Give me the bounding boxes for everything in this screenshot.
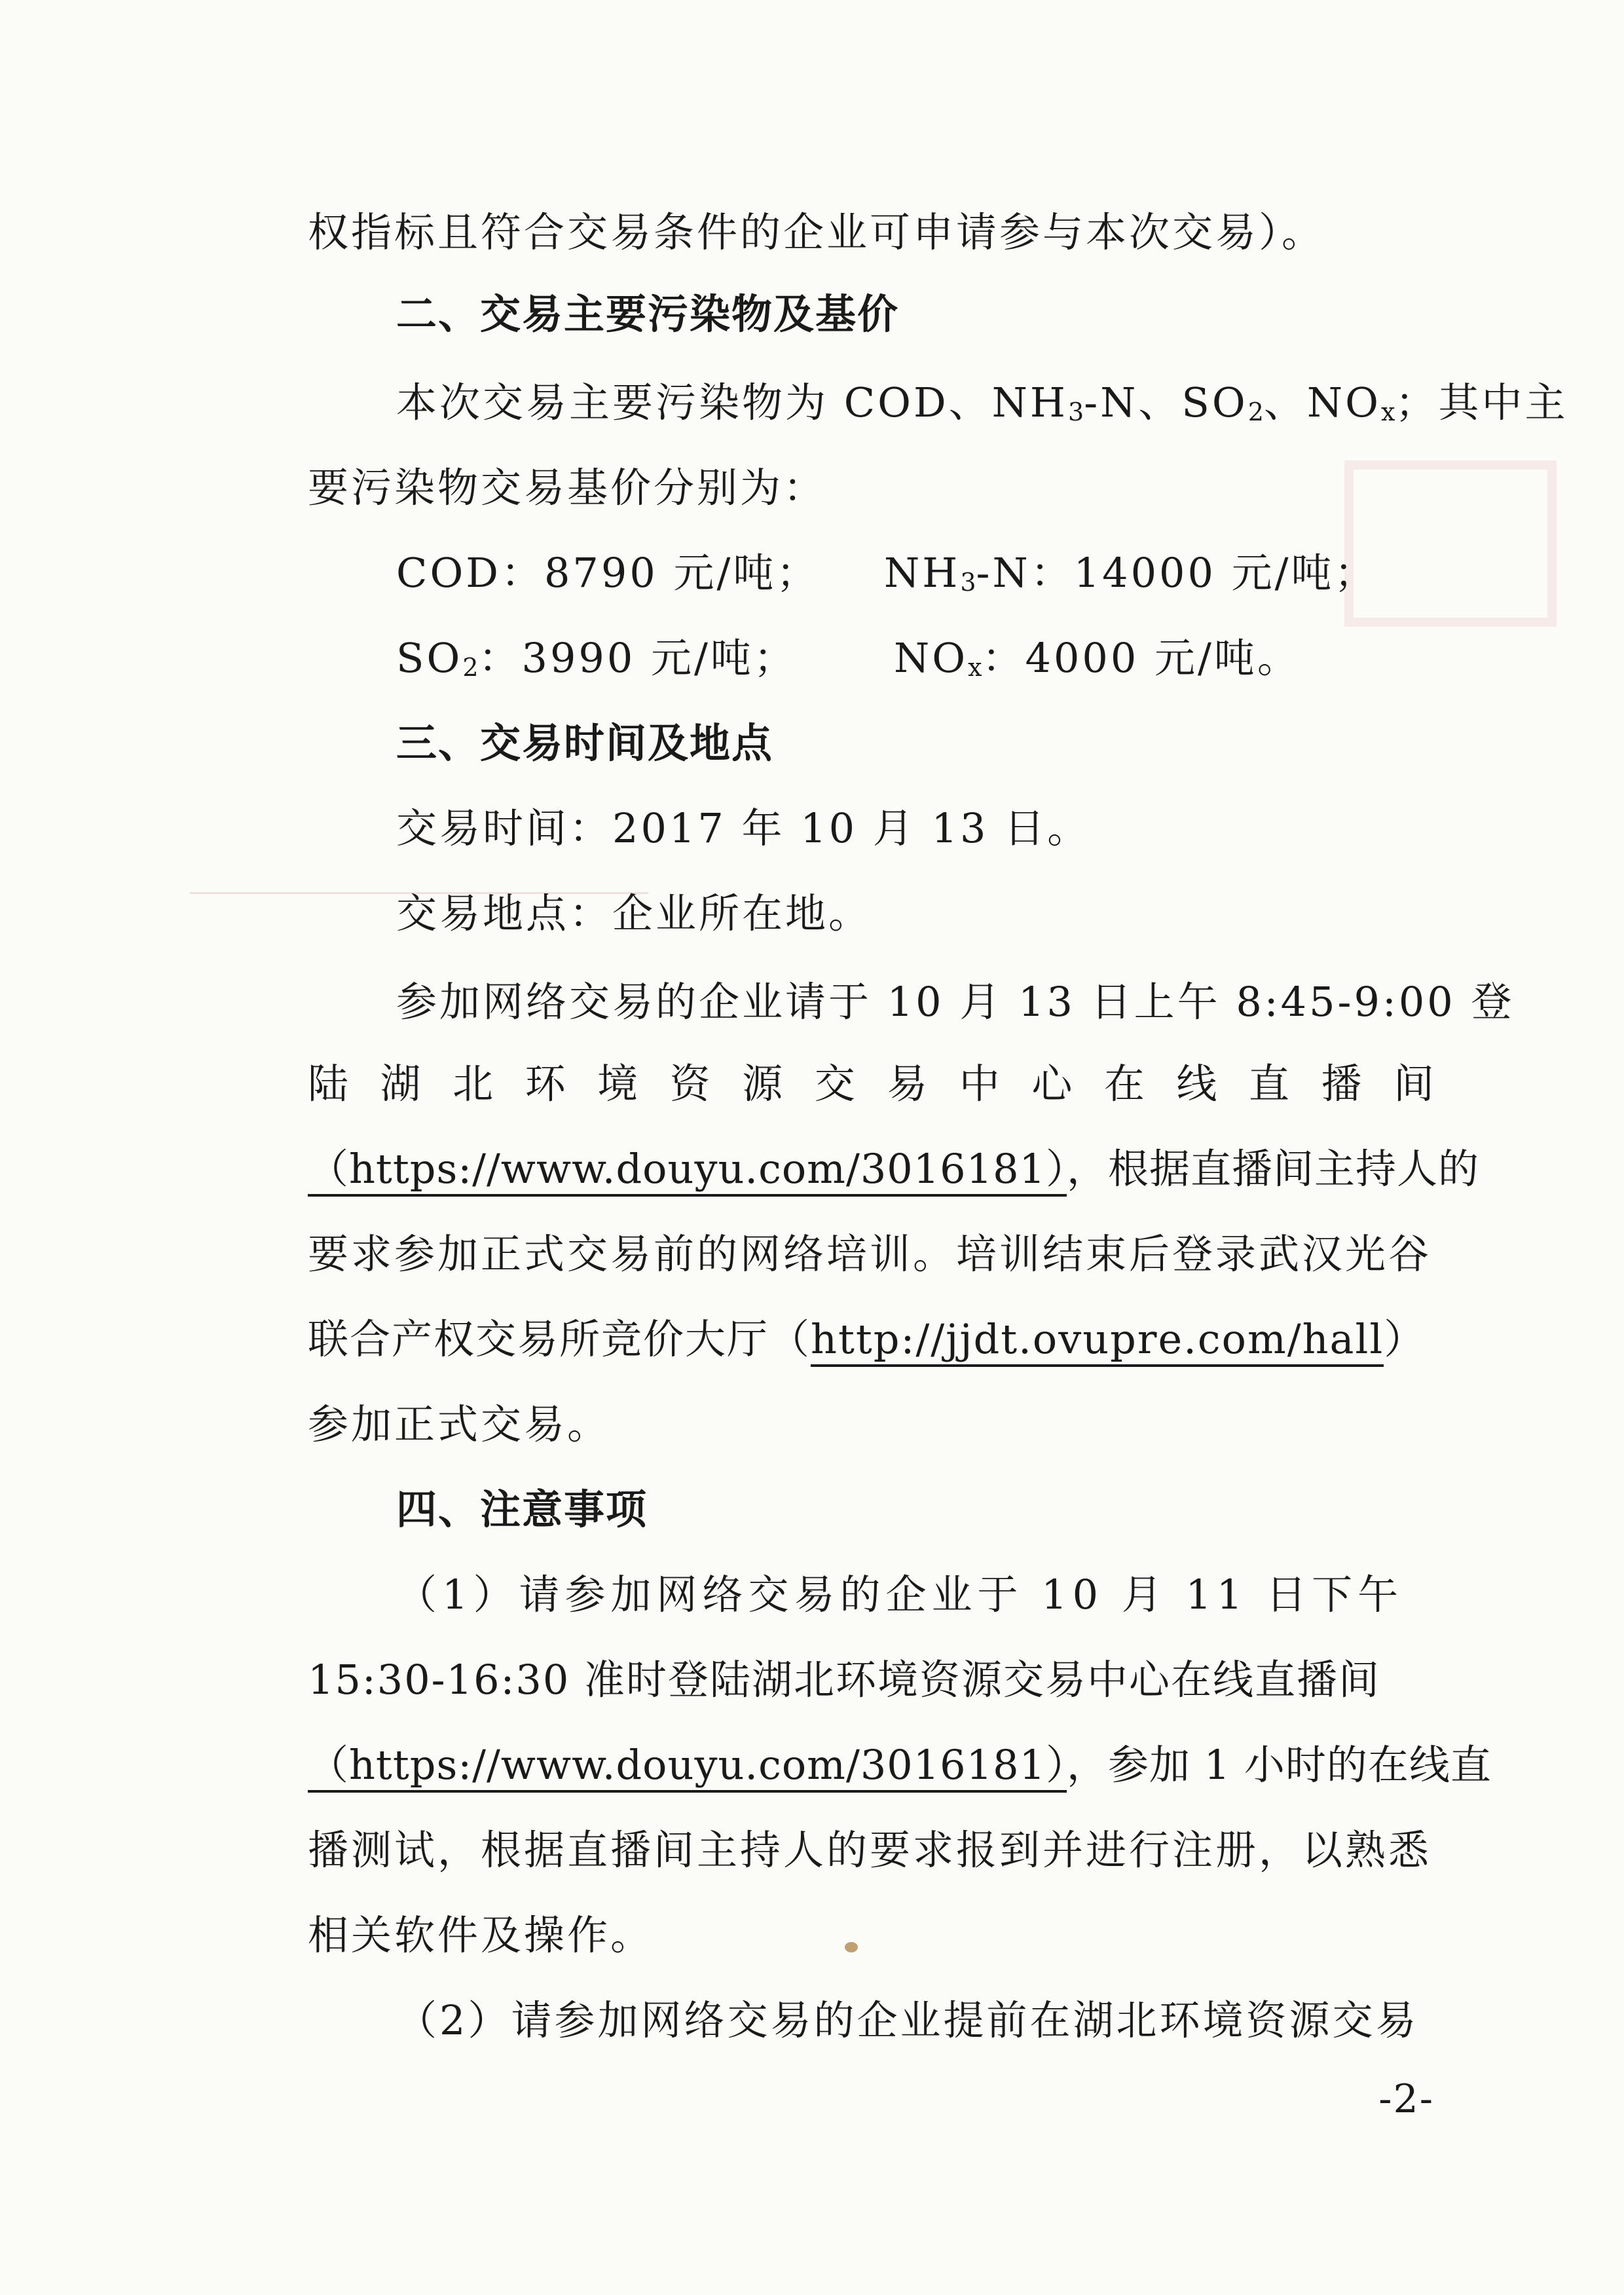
price-nh3: $NH_3-N$：14000 元/吨； <box>884 549 1378 597</box>
section-heading-4: 四、注意事项 <box>396 1485 648 1533</box>
paper-speck <box>845 1942 858 1952</box>
text-line-justified: 陆 湖 北 环 境 资 源 交 易 中 心 在 线 直 播 间 <box>308 1060 1434 1108</box>
price-nox: $NO_x$：4000 元/吨。 <box>894 634 1301 682</box>
text-line: 播测试，根据直播间主持人的要求报到并进行注册，以熟悉 <box>308 1826 1432 1874</box>
douyu-link[interactable]: （https://www.douyu.com/3016181） <box>308 1145 1067 1197</box>
text-line: （2）请参加网络交易的企业提前在湖北环境资源交易 <box>396 1996 1419 2044</box>
douyu-link[interactable]: （https://www.douyu.com/3016181） <box>308 1741 1067 1793</box>
text-line: 要污染物交易基价分别为： <box>308 464 827 512</box>
bleed-through-stamp <box>1342 458 1559 629</box>
price-cod: COD：8790 元/吨； <box>396 549 820 597</box>
trade-time: 交易时间：2017 年 10 月 13 日。 <box>396 804 1091 852</box>
text-line: （1）请参加网络交易的企业于 10 月 11 日下午 <box>396 1571 1404 1618</box>
text-line: （https://www.douyu.com/3016181），根据直播间主持人的 <box>308 1143 1479 1195</box>
text-line: 相关软件及操作。 <box>308 1911 654 1959</box>
text-line: 要求参加正式交易前的网络培训。培训结束后登录武汉光谷 <box>308 1230 1432 1278</box>
text-line: 参加正式交易。 <box>308 1400 611 1448</box>
page-number: -2- <box>1378 2076 1434 2122</box>
hall-link[interactable]: http://jjdt.ovupre.com/hall <box>811 1315 1384 1367</box>
text-line: （https://www.douyu.com/3016181），参加 1 小时的在线直 <box>308 1739 1492 1791</box>
price-so2: $SO_2$：3990 元/吨； <box>396 634 797 682</box>
text-line: 权指标且符合交易条件的企业可申请参与本次交易）。 <box>308 208 1325 256</box>
text-line: 15:30-16:30 准时登陆湖北环境资源交易中心在线直播间 <box>308 1656 1381 1704</box>
text-line: 参加网络交易的企业请于 10 月 13 日上午 8:45-9:00 登 <box>396 978 1515 1026</box>
text-line: 联合产权交易所竞价大厅（http://jjdt.ovupre.com/hall） <box>308 1313 1426 1366</box>
text-line: 本次交易主要污染物为 COD、$NH_3-N$、$SO_2$、$NO_x$；其中主 <box>396 379 1568 426</box>
section-heading-2: 二、交易主要污染物及基价 <box>396 290 900 338</box>
trade-place: 交易地点：企业所在地。 <box>396 889 872 937</box>
section-heading-3: 三、交易时间及地点 <box>396 719 774 767</box>
